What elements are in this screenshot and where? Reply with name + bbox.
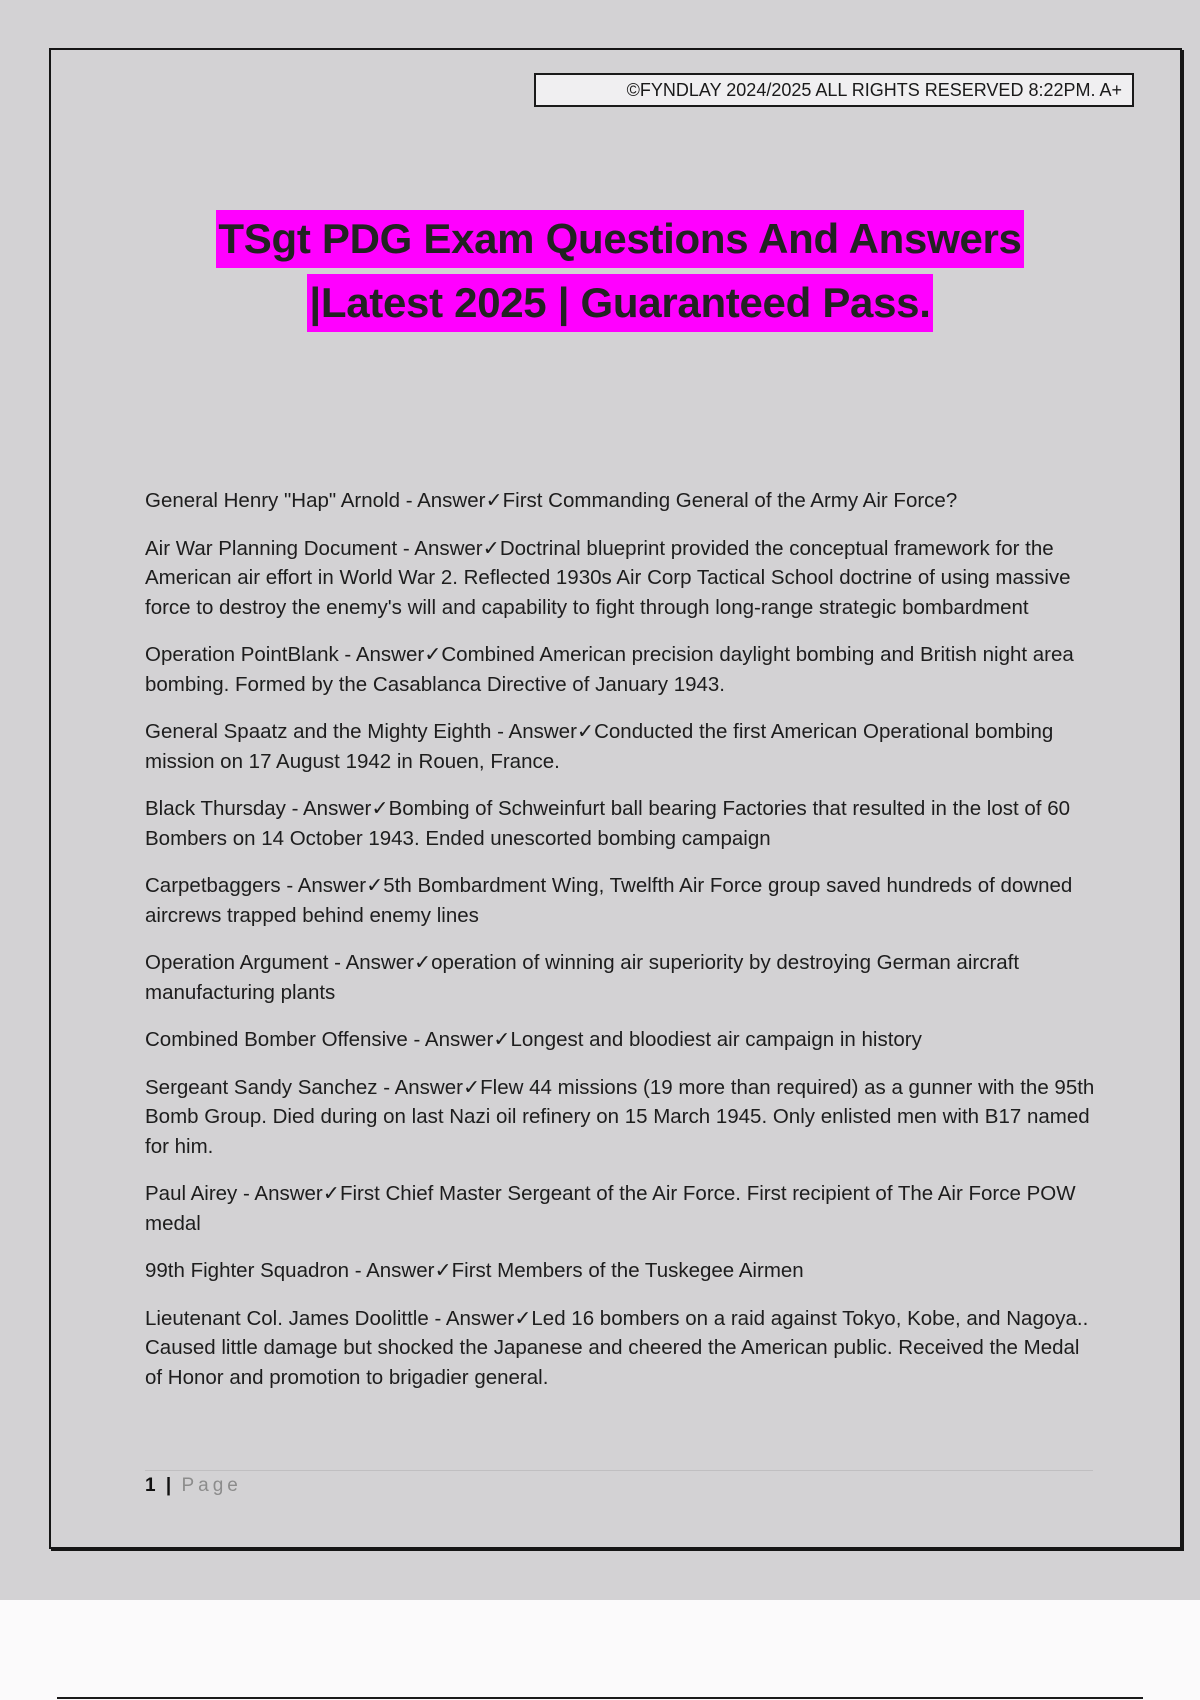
qa-answer: Flew 44 missions (19 more than required) as a gunner with the 95th Bomb Group. Died during on last Nazi oil refinery on 15 March 1945. Only enlisted men with B17 named for him.: [145, 1075, 1095, 1158]
qa-item: [145, 640, 1095, 699]
qa-term: Sergeant Sandy Sanchez: [145, 1075, 378, 1099]
page-number: 1: [145, 1475, 156, 1496]
page-footer: [145, 1474, 242, 1498]
qa-sep: - Answer: [400, 489, 486, 512]
qa-item: [145, 1304, 1095, 1393]
checkmark-icon: ✓: [366, 874, 384, 897]
copyright-notice: [534, 73, 1134, 107]
qa-answer: First Chief Master Sergeant of the Air Force. First recipient of The Air Force POW medal: [145, 1182, 1076, 1235]
page-label: Page: [181, 1475, 242, 1496]
qa-term: Air War Planning Document: [145, 536, 398, 560]
qa-sep: - Answer: [491, 720, 577, 743]
qa-sep: - Answer: [328, 951, 414, 974]
qa-item: [145, 534, 1095, 623]
qa-answer: Combined American precision daylight bombing and British night area bombing. Formed by the Casablanca Directive of January 1943.: [145, 643, 1074, 696]
qa-list: [145, 486, 1095, 1410]
checkmark-icon: ✓: [576, 720, 595, 743]
qa-item: [145, 486, 1095, 516]
qa-sep: - Answer: [237, 1182, 323, 1205]
bottom-divider: [57, 1697, 1143, 1699]
qa-sep: - Answer: [377, 1075, 463, 1099]
qa-term: General Spaatz and the Mighty Eighth: [145, 720, 492, 743]
checkmark-icon: ✓: [322, 1182, 340, 1205]
title-line-2: |Latest 2025 | Guaranteed Pass.: [307, 274, 932, 332]
qa-item: [145, 1073, 1095, 1162]
checkmark-icon: ✓: [514, 1306, 532, 1330]
qa-answer: operation of winning air superiority by destroying German aircraft manufacturing plants: [145, 951, 1020, 1004]
qa-term: General Henry "Hap" Arnold: [145, 489, 400, 512]
checkmark-icon: ✓: [482, 536, 500, 560]
qa-sep: - Answer: [397, 536, 483, 560]
qa-answer: Doctrinal blueprint provided the conceptual framework for the American air effort in World War 2. Reflected 1930s Air Corp Tactical School doctrine of using massive force to destroy the enemy's will and capability to fight through long-range strategic bombardment: [145, 536, 1071, 619]
checkmark-icon: ✓: [485, 489, 503, 512]
qa-sep: - Answer: [338, 643, 425, 666]
checkmark-icon: ✓: [434, 1259, 452, 1282]
qa-sep: - Answer: [285, 797, 372, 820]
qa-item: [145, 1025, 1095, 1055]
qa-term: Combined Bomber Offensive: [145, 1028, 408, 1051]
qa-answer: 5th Bombardment Wing, Twelfth Air Force group saved hundreds of downed aircrews trapped behind enemy lines: [145, 874, 1073, 927]
qa-item: [145, 794, 1095, 853]
qa-term: Operation Argument: [145, 951, 329, 974]
qa-term: Black Thursday: [145, 797, 286, 820]
qa-term: Paul Airey: [145, 1182, 238, 1205]
qa-answer: Longest and bloodiest air campaign in history: [510, 1028, 922, 1051]
copyright-text: ©FYNDLAY 2024/2025 ALL RIGHTS RESERVED 8:22PM. A+: [626, 80, 1122, 100]
qa-sep: - Answer: [349, 1259, 435, 1282]
qa-sep: - Answer: [428, 1306, 515, 1330]
checkmark-icon: ✓: [462, 1075, 481, 1099]
qa-item: [145, 948, 1095, 1007]
footer-separator: |: [165, 1475, 172, 1496]
qa-term: Carpetbaggers: [145, 874, 281, 897]
qa-sep: - Answer: [280, 874, 367, 897]
qa-answer: First Members of the Tuskegee Airmen: [451, 1259, 804, 1282]
qa-answer: First Commanding General of the Army Air Force?: [502, 489, 958, 512]
qa-term: 99th Fighter Squadron: [145, 1259, 349, 1282]
checkmark-icon: ✓: [424, 643, 442, 666]
qa-answer: Bombing of Schweinfurt ball bearing Factories that resulted in the lost of 60 Bombers on 14 October 1943. Ended unescorted bombing campaign: [145, 797, 1070, 850]
qa-sep: - Answer: [407, 1028, 494, 1051]
checkmark-icon: ✓: [413, 951, 432, 974]
qa-answer: Conducted the first American Operational bombing mission on 17 August 1942 in Rouen, France.: [145, 720, 1054, 773]
checkmark-icon: ✓: [493, 1028, 511, 1051]
qa-answer: Led 16 bombers on a raid against Tokyo, Kobe, and Nagoya.. Caused little damage but shocked the Japanese and cheered the American public. Received the Medal of Honor and promotion to brigadier general.: [145, 1306, 1089, 1389]
qa-item: [145, 871, 1095, 930]
qa-item: [145, 717, 1095, 776]
document-title: [80, 210, 1160, 332]
qa-term: Lieutenant Col. James Doolittle: [145, 1306, 429, 1330]
qa-item: [145, 1179, 1095, 1238]
footer-divider: [145, 1470, 1093, 1471]
qa-item: [145, 1256, 1095, 1286]
qa-term: Operation PointBlank: [145, 643, 339, 666]
checkmark-icon: ✓: [371, 797, 389, 820]
title-line-1: TSgt PDG Exam Questions And Answers: [216, 210, 1023, 268]
